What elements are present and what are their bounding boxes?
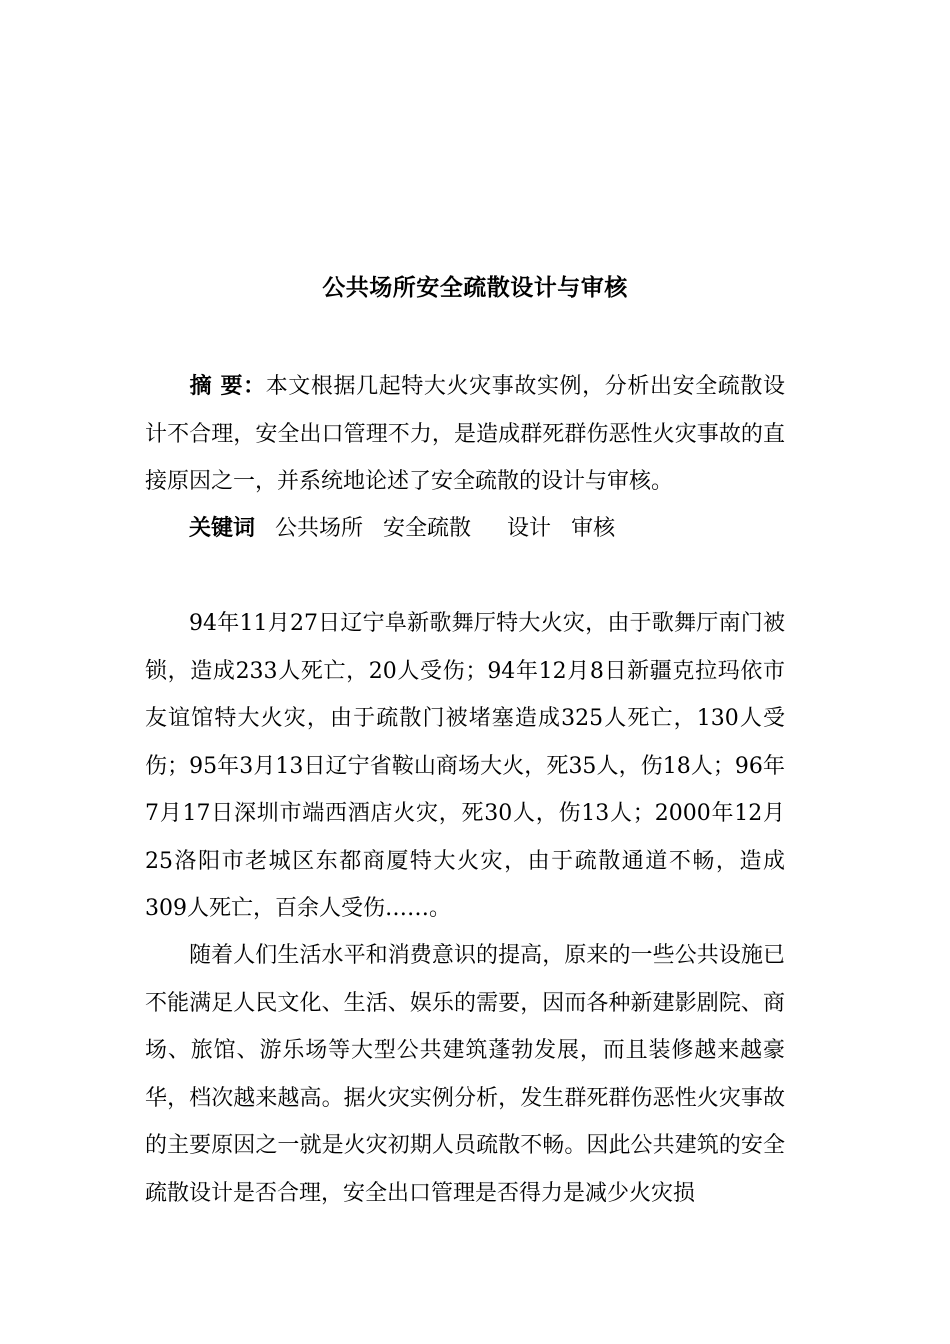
keywords-label: 关键词 <box>189 515 256 541</box>
abstract-paragraph <box>145 363 785 506</box>
body-paragraph-2 <box>145 932 785 1217</box>
abstract-text: 本文根据几起特大火灾事故实例，分析出安全疏散设计不合理，安全出口管理不力，是造成群死群伤恶性火灾事故的直接原因之一，并系统地论述了安全疏散的设计与审核。 <box>145 374 785 494</box>
body-paragraph-1 <box>145 600 785 933</box>
body-paragraph-text: 随着人们生活水平和消费意识的提高，原来的一些公共设施已不能满足人民文化、生活、娱乐的需要，因而各种新建影剧院、商场、旅馆、游乐场等大型公共建筑蓬勃发展，而且装修越来越豪华，档次越来越高。据火灾实例分析，发生群死群伤恶性火灾事故的主要原因之一就是火灾初期人员疏散不畅。因此公共建筑的安全疏散设计是否合理，安全出口管理是否得力是减少火灾损 <box>145 943 785 1206</box>
body-paragraph-text: 94年11月27日辽宁阜新歌舞厅特大火灾，由于歌舞厅南门被锁，造成233人死亡，20人受伤；94年12月8日新疆克拉玛依市友谊馆特大火灾，由于疏散门被堵塞造成325人死亡，130人受伤；95年3月13日辽宁省鞍山商场大火，死35人，伤18人；96年7月17日深圳市端西酒店火灾，死30人，伤13人；2000年12月25洛阳市老城区东都商厦特大火灾，由于疏散通道不畅，造成309人死亡，百余人受伤……。 <box>145 611 785 921</box>
keyword-item: 安全疏散 <box>383 516 472 541</box>
keywords-line <box>145 505 785 553</box>
document-title: 公共场所安全疏散设计与审核 <box>322 274 628 301</box>
keyword-item: 设计 <box>507 516 552 541</box>
keyword-item: 公共场所 <box>275 516 364 541</box>
keyword-item: 审核 <box>571 516 616 541</box>
abstract-label: 摘 要： <box>189 373 266 399</box>
